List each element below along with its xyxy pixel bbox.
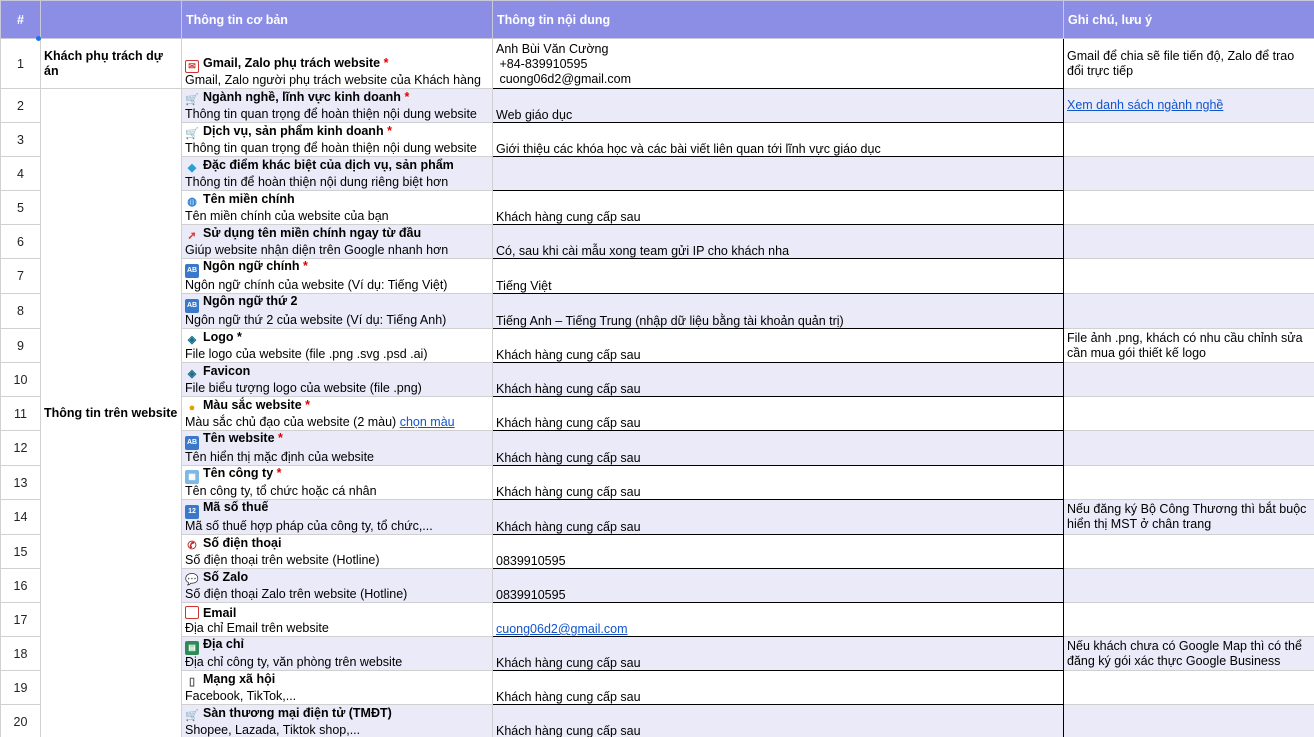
header-content[interactable]: Thông tin nội dung (493, 1, 1064, 39)
content-cell[interactable] (493, 397, 1064, 431)
field-title (185, 606, 489, 621)
note-cell[interactable] (1064, 225, 1314, 259)
note-text: Nếu đăng ký Bộ Công Thương thì bắt buộc hiển thị MST ở chân trang (1067, 502, 1307, 531)
basic-info-cell[interactable] (182, 329, 493, 363)
required-marker: * (383, 56, 389, 70)
content-text: Web giáo dục (496, 108, 573, 122)
content-text: Tiếng Anh – Tiếng Trung (nhập dữ liệu bằng tài khoản quản trị) (496, 314, 844, 328)
field-title (185, 672, 489, 689)
chat-icon: 💬 (185, 574, 199, 586)
row-number[interactable]: 10 (1, 363, 41, 397)
note-cell[interactable] (1064, 500, 1314, 535)
note-cell[interactable] (1064, 466, 1314, 500)
content-text: 0839910595 (496, 588, 566, 602)
note-text: File ảnh .png, khách có nhu cầu chỉnh sửa cần mua gói thiết kế logo (1067, 330, 1303, 360)
field-title-text: Đặc điểm khác biệt của dịch vụ, sản phẩm (203, 158, 454, 172)
table-row (1, 500, 1314, 535)
row-number[interactable]: 15 (1, 535, 41, 569)
content-cell[interactable] (493, 671, 1064, 705)
content-cell[interactable] (493, 89, 1064, 123)
table-row (1, 535, 1314, 569)
note-cell[interactable] (1064, 603, 1314, 637)
content-cell[interactable] (493, 431, 1064, 466)
basic-info-cell[interactable] (182, 294, 493, 329)
field-description-text: File biểu tượng logo của website (file .png) (185, 381, 422, 395)
table-row (1, 603, 1314, 637)
field-title-text: Địa chỉ (203, 637, 244, 651)
field-title (185, 90, 489, 107)
phone-icon: ✆ (187, 540, 197, 552)
field-description (185, 689, 489, 704)
header-row (1, 1, 1314, 39)
row-number[interactable]: 1 (1, 39, 41, 89)
contact-line: +84-839910595 (496, 57, 588, 71)
field-title (185, 124, 489, 141)
row-number[interactable]: 5 (1, 191, 41, 225)
row-number[interactable]: 11 (1, 397, 41, 431)
field-title-text: Mạng xã hội (203, 672, 276, 686)
content-cell[interactable] (493, 535, 1064, 569)
field-title-text: Email (203, 606, 237, 620)
field-description (185, 209, 489, 224)
table-row (1, 363, 1314, 397)
header-num[interactable]: # (1, 1, 41, 39)
field-title-text: Tên miền chính (203, 192, 295, 206)
field-description (185, 141, 489, 156)
basic-info-cell[interactable] (182, 500, 493, 535)
abc-icon: AB (185, 436, 199, 450)
basic-info-cell[interactable] (182, 637, 493, 671)
field-description-text: Ngôn ngữ thứ 2 của website (Ví dụ: Tiếng Anh) (185, 313, 447, 327)
field-title (185, 364, 489, 381)
basic-info-cell[interactable] (182, 123, 493, 157)
note-text: Gmail để chia sẽ file tiến độ, Zalo để trao đổi trực tiếp (1067, 48, 1295, 78)
table-row (1, 705, 1314, 737)
content-cell[interactable] (493, 123, 1064, 157)
table-row (1, 157, 1314, 191)
basic-info-cell[interactable] (182, 466, 493, 500)
row-number[interactable]: 7 (1, 259, 41, 294)
choose-color-link[interactable]: chọn màu (399, 415, 455, 429)
gem-icon: ◆ (187, 162, 197, 174)
basic-info-cell[interactable] (182, 705, 493, 737)
field-description-text: Thông tin quan trọng để hoàn thiện nội dung website (185, 141, 477, 155)
field-title-text: Gmail, Zalo phụ trách website (203, 56, 381, 70)
field-description-text: Giúp website nhận diện trên Google nhanh hơn (185, 243, 449, 257)
row-number[interactable]: 9 (1, 329, 41, 363)
field-description-text: Tên hiển thị mặc định của website (185, 450, 374, 464)
table-row (1, 89, 1314, 123)
required-marker: * (237, 330, 242, 344)
field-description-text: Địa chỉ Email trên website (185, 621, 329, 635)
logo-icon: ◈ (187, 368, 197, 380)
content-text: 0839910595 (496, 554, 566, 568)
field-title-text: Sàn thương mại điện tử (TMĐT) (203, 706, 392, 720)
content-cell[interactable] (493, 363, 1064, 397)
field-title (185, 192, 489, 209)
table-row (1, 431, 1314, 466)
rocket-icon: ➚ (187, 230, 197, 242)
logo-icon: ◈ (187, 334, 197, 346)
table-row (1, 329, 1314, 363)
field-title (185, 431, 489, 450)
content-text: Khách hàng cung cấp sau (496, 690, 641, 704)
link-icon: ▯ (188, 676, 196, 688)
email-link[interactable]: cuong06d2@gmail.com (496, 622, 628, 636)
field-description-text: Facebook, TikTok,... (185, 689, 297, 703)
field-description-text: Số điện thoại Zalo trên website (Hotline) (185, 587, 408, 601)
table-row (1, 466, 1314, 500)
content-cell[interactable] (493, 466, 1064, 500)
field-description (185, 553, 489, 568)
note-cell[interactable] (1064, 569, 1314, 603)
content-cell[interactable] (493, 637, 1064, 671)
field-description (185, 484, 489, 499)
field-title-text: Sử dụng tên miền chính ngay từ đầu (203, 226, 422, 240)
field-title-text: Mã số thuế (203, 500, 269, 514)
basic-info-cell[interactable] (182, 671, 493, 705)
cart-icon: 🛒 (185, 710, 199, 722)
basic-info-cell[interactable] (182, 397, 493, 431)
content-text: Tiếng Việt (496, 279, 552, 293)
required-marker: * (404, 90, 410, 104)
row-number[interactable]: 2 (1, 89, 41, 123)
note-cell[interactable] (1064, 637, 1314, 671)
header-basic[interactable]: Thông tin cơ bản (182, 1, 493, 39)
content-text: Khách hàng cung cấp sau (496, 656, 641, 670)
envelope-icon (185, 606, 199, 619)
content-text: Khách hàng cung cấp sau (496, 348, 641, 362)
field-description (185, 519, 489, 534)
basic-info-cell[interactable] (182, 569, 493, 603)
row-number[interactable]: 4 (1, 157, 41, 191)
field-description-text: Gmail, Zalo người phụ trách website của Khách hàng (185, 73, 481, 87)
content-cell[interactable] (493, 500, 1064, 535)
abc-icon: AB (185, 264, 199, 278)
basic-info-cell[interactable] (182, 157, 493, 191)
table-row (1, 39, 1314, 89)
field-description (185, 723, 489, 737)
note-cell[interactable] (1064, 397, 1314, 431)
field-title (185, 158, 489, 175)
row-number[interactable]: 12 (1, 431, 41, 466)
required-marker: * (387, 124, 392, 138)
palette-icon: ● (188, 402, 196, 414)
content-cell[interactable] (493, 225, 1064, 259)
industry-list-link[interactable]: Xem danh sách ngành nghề (1067, 98, 1224, 112)
field-description (185, 347, 489, 362)
table-row (1, 294, 1314, 329)
globe-icon: ◍ (187, 196, 197, 208)
table-row (1, 637, 1314, 671)
note-cell[interactable] (1064, 191, 1314, 225)
field-description-text: Ngôn ngữ chính của website (Ví dụ: Tiếng Việt) (185, 278, 448, 292)
field-description (185, 278, 489, 293)
basic-info-cell[interactable] (182, 535, 493, 569)
field-title-text: Số điện thoại (203, 536, 282, 550)
field-description-text: Thông tin quan trọng để hoàn thiện nội dung website (185, 107, 477, 121)
table-row (1, 225, 1314, 259)
basic-info-cell[interactable] (182, 225, 493, 259)
note-cell[interactable] (1064, 363, 1314, 397)
map-icon: ▤ (185, 641, 199, 655)
field-description (185, 243, 489, 258)
field-description-text: Thông tin để hoàn thiện nội dung riêng biệt hơn (185, 175, 449, 189)
basic-info-cell[interactable] (182, 39, 493, 89)
group-cell-website-info[interactable]: Thông tin trên website (41, 89, 182, 737)
field-description (185, 175, 489, 190)
contact-line: cuong06d2@gmail.com (496, 72, 631, 86)
abc-icon: 12 (185, 505, 199, 519)
content-cell[interactable] (493, 157, 1064, 191)
field-title (185, 330, 489, 347)
row-number[interactable]: 13 (1, 466, 41, 500)
table-row (1, 671, 1314, 705)
field-description (185, 107, 489, 122)
contact-lines (496, 42, 1060, 88)
field-title (185, 259, 489, 278)
field-title (185, 56, 489, 73)
field-title-text: Màu sắc website (203, 398, 302, 412)
building-icon: ▦ (185, 470, 199, 484)
content-cell[interactable] (493, 39, 1064, 89)
field-title (185, 398, 489, 415)
content-text: Khách hàng cung cấp sau (496, 210, 641, 224)
field-title (185, 536, 489, 553)
field-description (185, 621, 489, 636)
note-cell[interactable] (1064, 705, 1314, 737)
table-row (1, 397, 1314, 431)
field-title-text: Tên công ty (203, 466, 274, 480)
field-description (185, 655, 489, 670)
content-text: Có, sau khi cài mẫu xong team gửi IP cho khách nha (496, 244, 790, 258)
basic-info-cell[interactable] (182, 603, 493, 637)
note-cell[interactable] (1064, 39, 1314, 89)
basic-info-cell[interactable] (182, 363, 493, 397)
field-description-text: File logo của website (file .png .svg .psd .ai) (185, 347, 428, 361)
content-cell[interactable] (493, 294, 1064, 329)
note-cell[interactable] (1064, 157, 1314, 191)
field-title-text: Favicon (203, 364, 251, 378)
note-cell[interactable] (1064, 259, 1314, 294)
required-marker: * (303, 259, 308, 273)
field-description (185, 587, 489, 602)
row-number[interactable]: 6 (1, 225, 41, 259)
field-title (185, 500, 489, 519)
content-text: Khách hàng cung cấp sau (496, 520, 641, 534)
field-title (185, 637, 489, 655)
row-number[interactable]: 18 (1, 637, 41, 671)
note-cell[interactable] (1064, 294, 1314, 329)
field-description (185, 381, 489, 396)
field-title (185, 466, 489, 484)
row-number[interactable]: 19 (1, 671, 41, 705)
field-title-text: Ngôn ngữ chính (203, 259, 300, 273)
basic-info-cell[interactable] (182, 191, 493, 225)
row-number[interactable]: 17 (1, 603, 41, 637)
header-note[interactable]: Ghi chú, lưu ý (1064, 1, 1314, 39)
content-cell[interactable] (493, 259, 1064, 294)
abc-icon: AB (185, 299, 199, 313)
content-text: Giới thiệu các khóa học và các bài viết liên quan tới lĩnh vực giáo dục (496, 142, 881, 156)
required-marker: * (276, 466, 282, 480)
note-cell[interactable] (1064, 89, 1314, 123)
row-number[interactable]: 3 (1, 123, 41, 157)
field-title-text: Số Zalo (203, 570, 249, 584)
content-cell[interactable] (493, 569, 1064, 603)
field-title-text: Ngành nghề, lĩnh vực kinh doanh (203, 90, 401, 104)
envelope-icon: ✉ (185, 60, 199, 73)
row-number[interactable]: 16 (1, 569, 41, 603)
row-number[interactable]: 14 (1, 500, 41, 535)
header-group[interactable] (41, 1, 182, 39)
selection-handle[interactable] (36, 36, 41, 41)
field-title (185, 570, 489, 587)
content-cell[interactable] (493, 603, 1064, 637)
content-cell[interactable] (493, 329, 1064, 363)
field-description-text: Màu sắc chủ đạo của website (2 màu) (185, 415, 397, 429)
note-cell[interactable] (1064, 671, 1314, 705)
cart-icon: 🛒 (185, 94, 199, 106)
field-description-text: Địa chỉ công ty, văn phòng trên website (185, 655, 403, 669)
field-description-text: Mã số thuế hợp pháp của công ty, tổ chức,... (185, 519, 433, 533)
note-cell[interactable] (1064, 329, 1314, 363)
note-text: Nếu khách chưa có Google Map thì có thể đăng ký gói xác thực Google Business (1067, 638, 1302, 668)
note-cell[interactable] (1064, 535, 1314, 569)
row-number[interactable]: 8 (1, 294, 41, 329)
note-cell[interactable] (1064, 123, 1314, 157)
required-marker: * (278, 431, 283, 445)
note-cell[interactable] (1064, 431, 1314, 466)
required-marker: * (305, 398, 311, 412)
content-text: Khách hàng cung cấp sau (496, 416, 641, 430)
table-row (1, 259, 1314, 294)
content-text: Khách hàng cung cấp sau (496, 724, 641, 737)
contact-line: Anh Bùi Văn Cường (496, 42, 609, 56)
field-description-text: Số điện thoại trên website (Hotline) (185, 553, 380, 567)
content-text: Khách hàng cung cấp sau (496, 485, 641, 499)
basic-info-cell[interactable] (182, 259, 493, 294)
content-cell[interactable] (493, 705, 1064, 737)
field-title-text: Dịch vụ, sản phẩm kinh doanh (203, 124, 384, 138)
table-row (1, 191, 1314, 225)
field-title-text: Ngôn ngữ thứ 2 (203, 294, 298, 308)
basic-info-cell[interactable] (182, 89, 493, 123)
content-text: Khách hàng cung cấp sau (496, 451, 641, 465)
field-description (185, 313, 489, 328)
field-description-text: Tên công ty, tổ chức hoặc cá nhân (185, 484, 377, 498)
field-description-text: Tên miền chính của website của bạn (185, 209, 389, 223)
field-title (185, 706, 489, 723)
table-row (1, 569, 1314, 603)
table-row (1, 123, 1314, 157)
field-title (185, 294, 489, 313)
field-title (185, 226, 489, 243)
group-cell-project-owner[interactable]: Khách phụ trách dự án (41, 39, 182, 89)
field-description (185, 73, 489, 88)
field-description (185, 415, 489, 430)
content-text: Khách hàng cung cấp sau (496, 382, 641, 396)
field-title-text: Tên website (203, 431, 275, 445)
row-number[interactable]: 20 (1, 705, 41, 737)
field-title-text: Logo (203, 330, 234, 344)
basic-info-cell[interactable] (182, 431, 493, 466)
field-description (185, 450, 489, 465)
cart-icon: 🛒 (185, 128, 199, 140)
field-description-text: Shopee, Lazada, Tiktok shop,... (185, 723, 361, 737)
content-cell[interactable] (493, 191, 1064, 225)
